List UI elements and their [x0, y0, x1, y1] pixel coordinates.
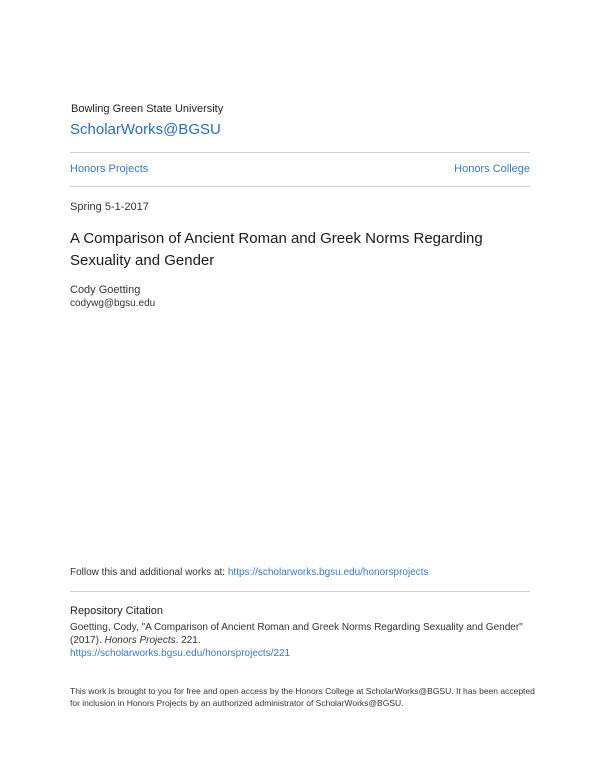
divider-nav	[70, 186, 530, 187]
citation-link[interactable]: https://scholarworks.bgsu.edu/honorsprojects/221	[70, 648, 291, 659]
author-email: codywg@bgsu.edu	[70, 298, 156, 309]
repository-name: ScholarWorks@BGSU	[70, 121, 221, 138]
citation-text-after: . 221.	[175, 635, 201, 646]
citation-series: Honors Projects	[104, 635, 176, 646]
document-title: A Comparison of Ancient Roman and Greek Norms Regarding Sexuality and Gender	[70, 230, 483, 269]
honors-projects-link[interactable]: Honors Projects	[70, 163, 149, 175]
citation-text-before: Goetting, Cody, "A Comparison of Ancient Roman and Greek Norms Regarding Sexuality and Gender" (2017).	[70, 622, 523, 646]
university-name: Bowling Green State University	[71, 103, 224, 115]
footer-notice: This work is brought to you for free and open access by the Honors College at ScholarWorks@BGSU. It has been accepted for inclusion in Honors Projects by an authorized administrator of ScholarWorks@BGSU.	[70, 686, 535, 708]
publication-date: Spring 5-1-2017	[70, 201, 149, 213]
divider-citation	[70, 591, 530, 592]
citation-text	[70, 621, 540, 660]
follow-line	[70, 567, 429, 578]
citation-heading: Repository Citation	[70, 605, 163, 617]
follow-text: Follow this and additional works at:	[70, 567, 228, 578]
honors-college-link[interactable]: Honors College	[454, 163, 530, 175]
divider-top	[70, 152, 530, 153]
author-name: Cody Goetting	[70, 284, 141, 296]
follow-link[interactable]: https://scholarworks.bgsu.edu/honorsprojects	[227, 567, 429, 578]
